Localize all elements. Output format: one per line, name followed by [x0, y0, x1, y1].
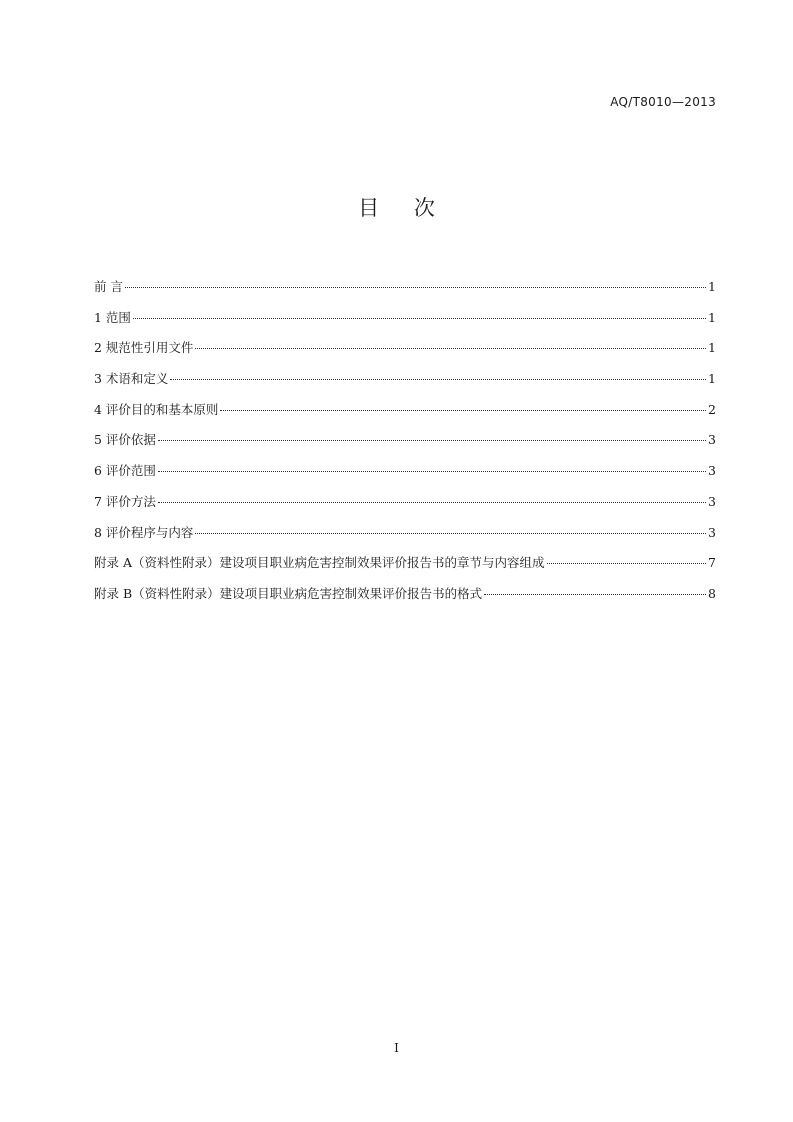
toc-entry-label: 4 评价目的和基本原则	[94, 401, 219, 417]
toc-entry-terms-definitions[interactable]	[94, 370, 716, 401]
toc-dot-leader	[158, 471, 706, 472]
toc-entry-evaluation-basis[interactable]	[94, 431, 716, 462]
toc-entry-page: 7	[708, 555, 716, 571]
toc-entry-procedure-content[interactable]	[94, 524, 716, 555]
toc-entry-evaluation-methods[interactable]	[94, 493, 716, 524]
toc-dot-leader	[158, 502, 706, 503]
toc-entry-page: 3	[708, 524, 716, 540]
toc-entry-page: 3	[708, 463, 716, 479]
toc-dot-leader	[170, 379, 706, 380]
toc-entry-label: 7 评价方法	[94, 493, 156, 509]
toc-entry-page: 1	[708, 371, 716, 387]
page-number: I	[394, 1041, 399, 1055]
toc-entry-label: 附录 B（资料性附录）建设项目职业病危害控制效果评价报告书的格式	[94, 585, 483, 601]
toc-entry-scope[interactable]	[94, 309, 716, 340]
toc-entry-label: 6 评价范围	[94, 463, 156, 479]
toc-entry-page: 1	[708, 340, 716, 356]
toc-title: 目 次	[358, 196, 449, 220]
table-of-contents	[94, 278, 716, 616]
toc-entry-appendix-a[interactable]	[94, 554, 716, 585]
toc-dot-leader	[195, 533, 706, 534]
toc-entry-label: 前 言	[94, 279, 123, 294]
toc-entry-page: 1	[708, 279, 716, 294]
toc-entry-evaluation-scope[interactable]	[94, 462, 716, 493]
toc-entry-normative-references[interactable]	[94, 339, 716, 370]
toc-entry-purpose-principles[interactable]	[94, 401, 716, 432]
toc-entry-label: 3 术语和定义	[94, 371, 169, 387]
toc-entry-appendix-b[interactable]	[94, 585, 716, 616]
toc-entry-page: 1	[708, 309, 716, 325]
toc-dot-leader	[133, 318, 706, 319]
toc-entry-label: 2 规范性引用文件	[94, 340, 194, 356]
toc-dot-leader	[195, 348, 706, 349]
toc-entry-label: 5 评价依据	[94, 432, 156, 448]
toc-entry-page: 3	[708, 432, 716, 448]
toc-dot-leader	[158, 440, 706, 441]
toc-dot-leader	[484, 594, 706, 595]
toc-entry-label: 附录 A（资料性附录）建设项目职业病危害控制效果评价报告书的章节与内容组成	[94, 555, 545, 571]
toc-entry-foreword[interactable]	[94, 278, 716, 309]
document-code: AQ/T8010—2013	[610, 95, 716, 109]
toc-entry-label: 1 范围	[94, 309, 131, 325]
toc-dot-leader	[220, 410, 706, 411]
toc-entry-page: 2	[708, 401, 716, 417]
toc-dot-leader	[547, 563, 707, 564]
toc-entry-label: 8 评价程序与内容	[94, 524, 194, 540]
toc-dot-leader	[125, 287, 706, 288]
toc-entry-page: 3	[708, 493, 716, 509]
toc-entry-page: 8	[708, 585, 716, 601]
